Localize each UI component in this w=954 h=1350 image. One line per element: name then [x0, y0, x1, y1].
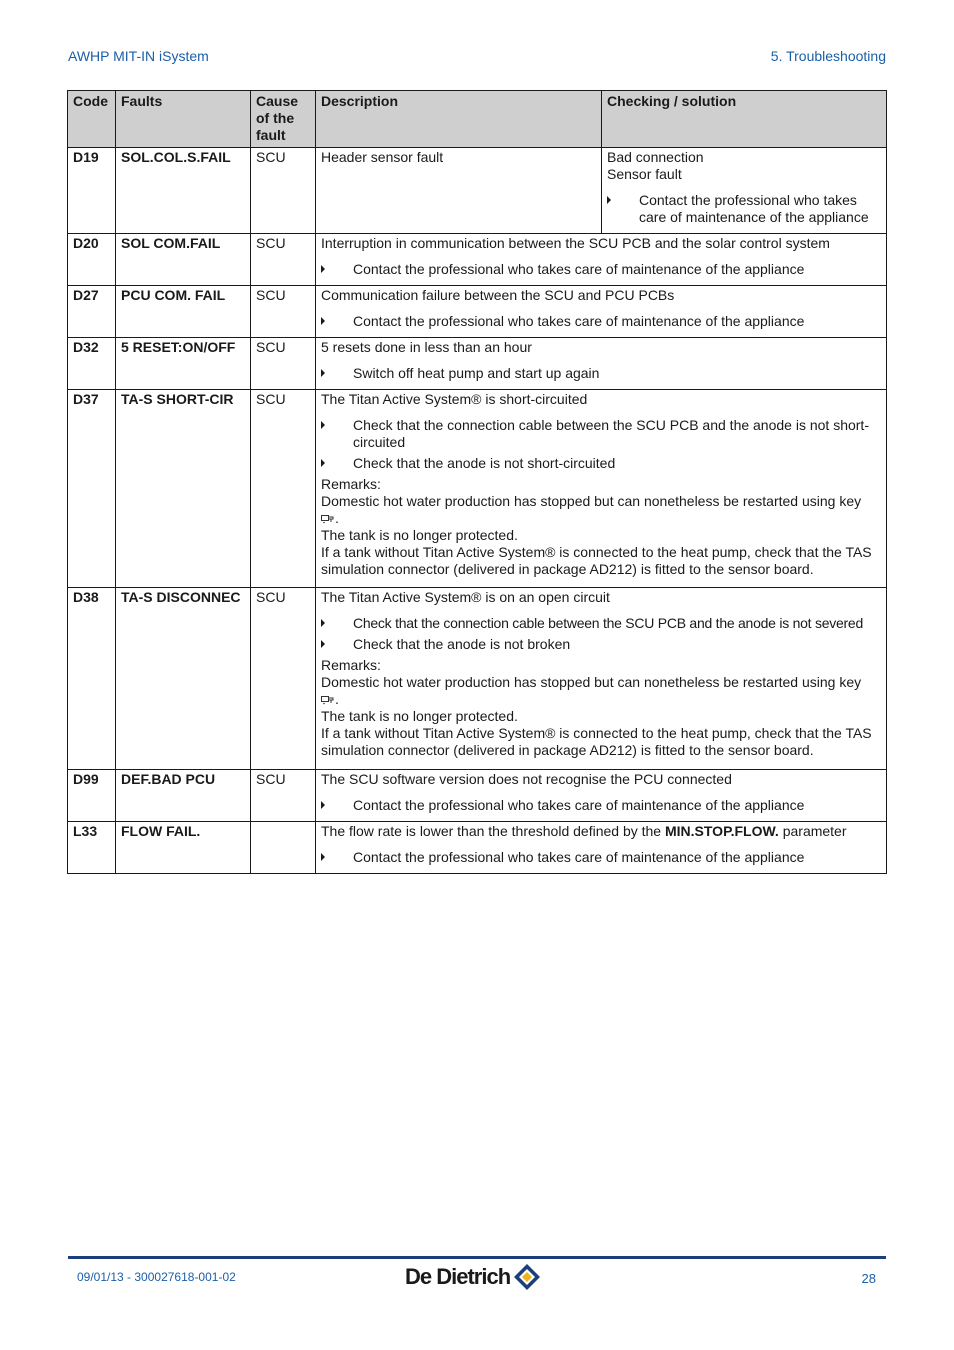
- fault-details: [316, 286, 887, 338]
- solution-line: Sensor fault: [607, 166, 682, 182]
- fault-solution: [602, 148, 887, 234]
- remarks-block: [321, 657, 881, 759]
- table-row: [68, 234, 887, 286]
- solution-bullet-list: [321, 797, 881, 814]
- solution-bullet-list: [321, 261, 881, 278]
- fault-code: D19: [68, 148, 116, 234]
- table-row: [68, 588, 887, 770]
- description-text: The flow rate is lower than the threshold defined by the: [321, 823, 662, 839]
- bullet-text: Check that the connection cable between the SCU PCB and the anode is not short-circuited: [353, 417, 869, 450]
- fault-cause: SCU: [251, 148, 316, 234]
- table-row: [68, 770, 887, 822]
- brand-name: De Dietrich: [405, 1264, 511, 1289]
- remarks-text: Domestic hot water production has stopped but can nonetheless be restarted using key .: [321, 493, 862, 526]
- column-header-faults: Faults: [116, 91, 251, 148]
- solution-line: Bad connection: [607, 149, 704, 165]
- remarks-tank-text: The tank is no longer protected.: [321, 708, 518, 724]
- fault-description: 5 resets done in less than an hour: [321, 339, 532, 355]
- fault-code: D32: [68, 338, 116, 390]
- remarks-text: Domestic hot water production has stopped but can nonetheless be restarted using key .: [321, 674, 862, 707]
- parameter-name: MIN.STOP.FLOW.: [664, 823, 779, 839]
- triangle-bullet-icon: [607, 196, 611, 204]
- fault-details: [316, 770, 887, 822]
- fault-name: FLOW FAIL.: [116, 822, 251, 874]
- fault-code: D38: [68, 588, 116, 770]
- bullet-text: Contact the professional who takes care of maintenance of the appliance: [353, 849, 805, 865]
- fault-code: D27: [68, 286, 116, 338]
- fault-name: PCU COM. FAIL: [116, 286, 251, 338]
- table-row: [68, 338, 887, 390]
- bullet-text: Check that the connection cable between the SCU PCB and the anode is not severed: [353, 615, 864, 631]
- fault-description: The Titan Active System® is short-circuited: [321, 391, 588, 407]
- fault-name: TA-S SHORT-CIR: [116, 390, 251, 588]
- triangle-bullet-icon: [321, 801, 325, 809]
- list-item: [607, 192, 881, 226]
- table-header-row: [68, 91, 887, 148]
- bullet-text: Check that the anode is not broken: [353, 636, 571, 652]
- list-item: [321, 313, 881, 330]
- fault-description: The SCU software version does not recognise the PCU connected: [321, 771, 732, 787]
- de-dietrich-diamond-logo: [512, 1262, 542, 1292]
- remarks-dhw-text: Domestic hot water production has stopped but can nonetheless be restarted using key: [321, 674, 862, 690]
- column-header-description: Description: [316, 91, 602, 148]
- solution-bullet-list: [321, 849, 881, 866]
- fault-details: [316, 234, 887, 286]
- solution-bullet-list: [321, 313, 881, 330]
- triangle-bullet-icon: [321, 853, 325, 861]
- bullet-text: Switch off heat pump and start up again: [353, 365, 600, 381]
- column-header-cause: Cause of the fault: [251, 91, 316, 148]
- list-item: [321, 261, 881, 278]
- bullet-text: Contact the professional who takes care of maintenance of the appliance: [353, 313, 805, 329]
- footer-rule: [68, 1256, 886, 1259]
- column-header-code: Code: [68, 91, 116, 148]
- fault-description: Communication failure between the SCU and PCU PCBs: [321, 287, 675, 303]
- list-item: [321, 849, 881, 866]
- fault-description: Interruption in communication between the SCU PCB and the solar control system: [321, 235, 830, 251]
- fault-codes-table: [67, 90, 887, 874]
- bullet-text: Check that the anode is not short-circuited: [353, 455, 616, 471]
- remarks-tas-text: If a tank without Titan Active System® is connected to the heat pump, check that the TAS simulation connector (delivered in package AD212) is fitted to the sensor board.: [321, 544, 872, 577]
- solution-bullet-list: [321, 417, 881, 472]
- fault-details: [316, 822, 887, 874]
- remarks-title: Remarks:: [321, 657, 381, 673]
- description-text: parameter: [782, 823, 847, 839]
- list-item: [321, 636, 881, 653]
- list-item: [321, 615, 881, 632]
- fault-name: SOL.COL.S.FAIL: [116, 148, 251, 234]
- page-number: 28: [861, 1271, 876, 1286]
- fault-cause: SCU: [251, 234, 316, 286]
- dhw-key-icon: [321, 695, 335, 705]
- fault-description: [321, 823, 881, 840]
- fault-code: D20: [68, 234, 116, 286]
- table-row: [68, 390, 887, 588]
- fault-cause: SCU: [251, 338, 316, 390]
- fault-name: SOL COM.FAIL: [116, 234, 251, 286]
- bullet-text: Contact the professional who takes care of maintenance of the appliance: [639, 192, 869, 225]
- fault-details: [316, 338, 887, 390]
- remarks-tank-text: The tank is no longer protected.: [321, 527, 518, 543]
- fault-code: D99: [68, 770, 116, 822]
- remarks-title: Remarks:: [321, 476, 381, 492]
- fault-code: L33: [68, 822, 116, 874]
- triangle-bullet-icon: [321, 421, 325, 429]
- list-item: [321, 455, 881, 472]
- triangle-bullet-icon: [321, 640, 325, 648]
- fault-cause: SCU: [251, 770, 316, 822]
- triangle-bullet-icon: [321, 265, 325, 273]
- solution-bullet-list: [607, 192, 881, 226]
- fault-details: [316, 588, 887, 770]
- footer-document-reference: 09/01/13 - 300027618-001-02: [77, 1270, 236, 1284]
- triangle-bullet-icon: [321, 317, 325, 325]
- header-document-title: AWHP MIT-IN iSystem: [68, 48, 209, 64]
- table-row: [68, 286, 887, 338]
- bullet-text: Contact the professional who takes care of maintenance of the appliance: [353, 261, 805, 277]
- fault-cause: SCU: [251, 286, 316, 338]
- brand-logo: [405, 1262, 542, 1292]
- fault-description: Header sensor fault: [316, 148, 602, 234]
- solution-bullet-list: [321, 365, 881, 382]
- fault-name: TA-S DISCONNEC: [116, 588, 251, 770]
- fault-cause: SCU: [251, 390, 316, 588]
- triangle-bullet-icon: [321, 459, 325, 467]
- fault-details: [316, 390, 887, 588]
- triangle-bullet-icon: [321, 619, 325, 627]
- list-item: [321, 797, 881, 814]
- fault-name: 5 RESET:ON/OFF: [116, 338, 251, 390]
- fault-cause: SCU: [251, 588, 316, 770]
- solution-bullet-list: [321, 615, 881, 653]
- bullet-text: Contact the professional who takes care of maintenance of the appliance: [353, 797, 805, 813]
- list-item: [321, 417, 881, 451]
- dhw-key-icon: [321, 514, 335, 524]
- fault-code: D37: [68, 390, 116, 588]
- list-item: [321, 365, 881, 382]
- column-header-checking: Checking / solution: [602, 91, 887, 148]
- triangle-bullet-icon: [321, 369, 325, 377]
- table-row: [68, 148, 887, 234]
- remarks-block: [321, 476, 881, 578]
- header-section-title: 5. Troubleshooting: [770, 48, 886, 64]
- fault-cause: [251, 822, 316, 874]
- table-row: [68, 822, 887, 874]
- remarks-dhw-text: Domestic hot water production has stopped but can nonetheless be restarted using key: [321, 493, 862, 509]
- fault-name: DEF.BAD PCU: [116, 770, 251, 822]
- fault-description: The Titan Active System® is on an open circuit: [321, 589, 610, 605]
- remarks-tas-text: If a tank without Titan Active System® is connected to the heat pump, check that the TAS simulation connector (delivered in package AD212) is fitted to the sensor board.: [321, 725, 872, 758]
